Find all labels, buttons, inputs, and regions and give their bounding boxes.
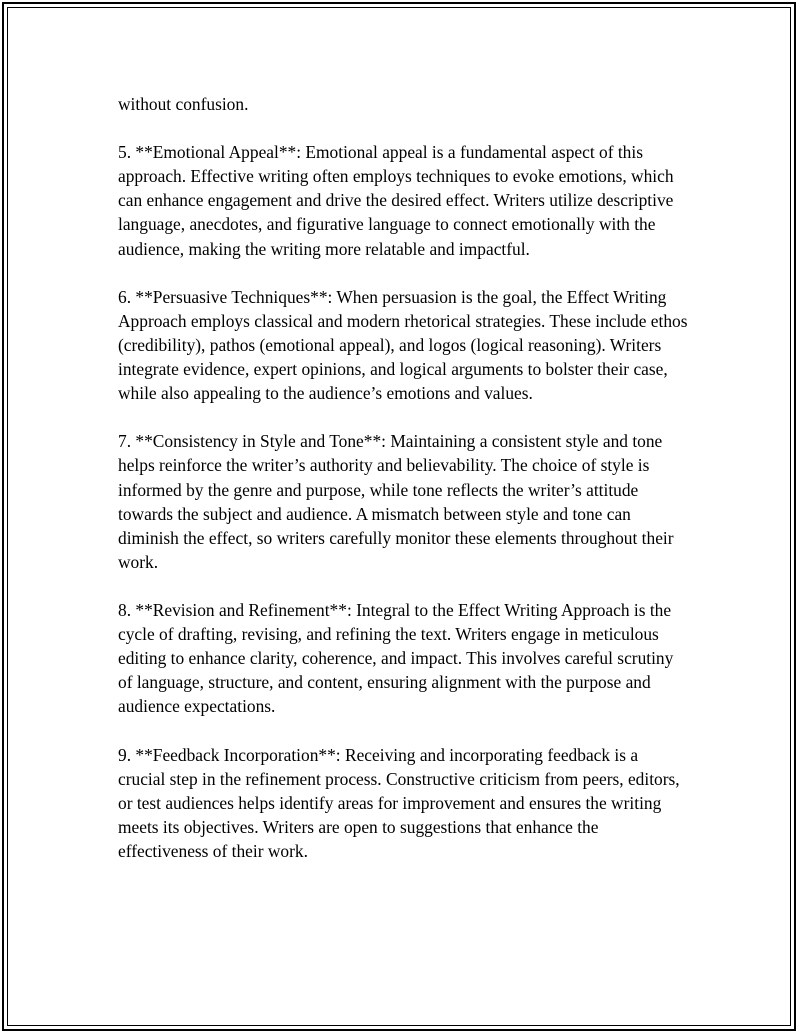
paragraph-persuasive-techniques: 6. **Persuasive Techniques**: When persuasion is the goal, the Effect Writing Approach employs classical and modern rhetorical strategies. These include ethos (credibility), pathos (emotional appeal), and logos (logical reasoning). Writers integrate evidence, expert opinions, and logical arguments to bolster their case, while also appealing to the audience’s emotions and values. [118, 286, 688, 404]
document-body [118, 92, 688, 887]
paragraph-feedback-incorporation: 9. **Feedback Incorporation**: Receiving and incorporating feedback is a crucial step in the refinement process. Constructive criticism from peers, editors, or test audiences helps identify areas for improvement and ensures the writing meets its objectives. Writers are open to suggestions that enhance the effectiveness of their work. [118, 744, 680, 861]
paragraph-revision-refinement: 8. **Revision and Refinement**: Integral to the Effect Writing Approach is the cycle of drafting, revising, and refining the text. Writers engage in meticulous editing to enhance clarity, coherence, and impact. This involves careful scrutiny of language, structure, and content, ensuring alignment with the purpose and audience expectations. [118, 599, 674, 717]
paragraph-emotional-appeal: 5. **Emotional Appeal**: Emotional appeal is a fundamental aspect of this approach. Effective writing often employs techniques to evoke emotions, which can enhance engagement and drive the desired effect. Writers utilize descriptive language, anecdotes, and figurative language to connect emotionally with the audience, making the writing more relatable and impactful. [118, 142, 674, 259]
paragraph-continuation: without confusion. [118, 94, 249, 114]
paragraph-consistency-style-tone: 7. **Consistency in Style and Tone**: Maintaining a consistent style and tone helps reinforce the writer’s authority and believability. The choice of style is informed by the genre and purpose, while tone reflects the writer’s attitude towards the subject and audience. A mismatch between style and tone can diminish the effect, so writers carefully monitor these elements throughout their work. [118, 431, 674, 572]
